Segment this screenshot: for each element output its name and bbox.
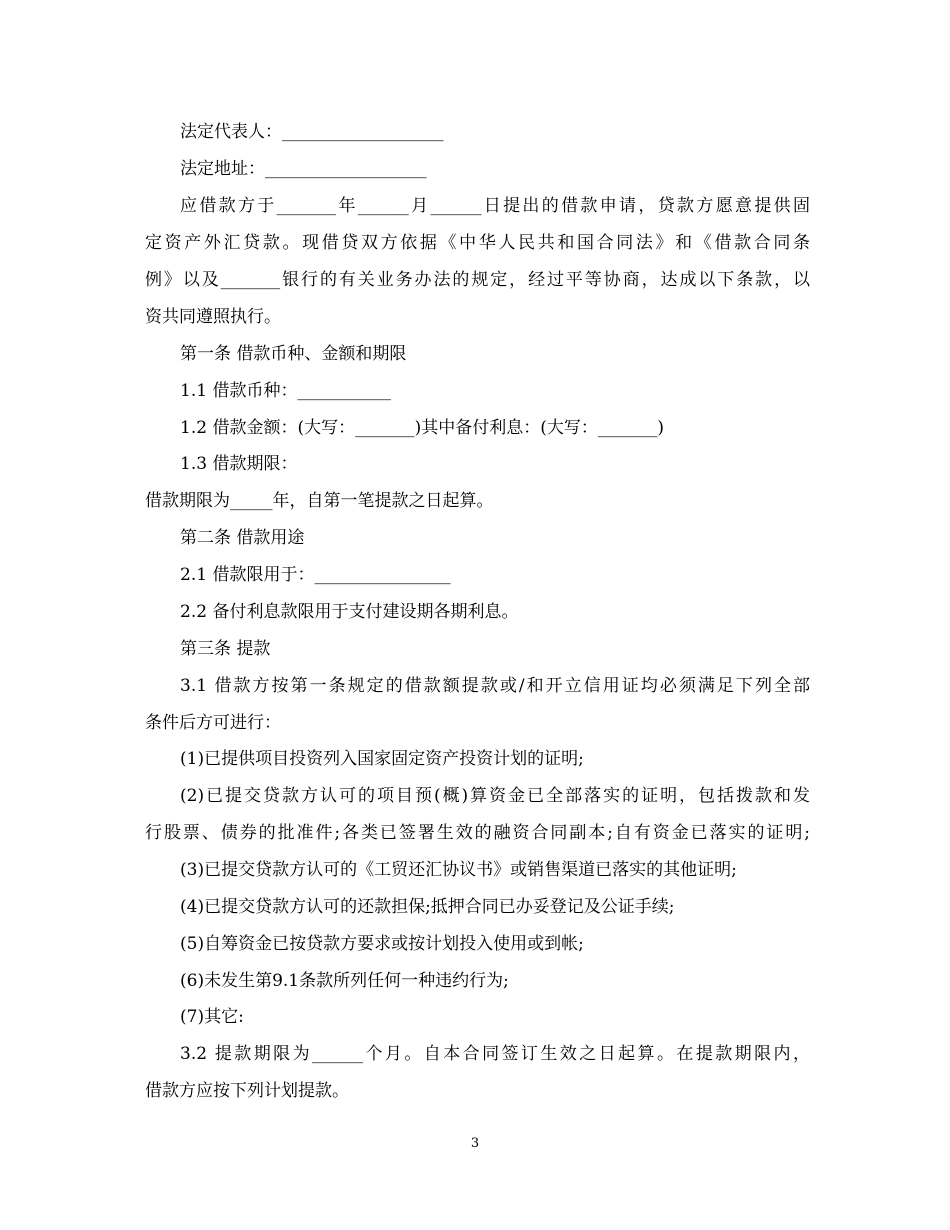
- clause-line: 1.2 借款金额：(大写：_______)其中备付利息：(大写：_______): [180, 418, 664, 438]
- legal-representative-line: 法定代表人：___________________: [180, 122, 444, 142]
- clause-line: 2.1 借款限用于：________________: [180, 565, 451, 585]
- article-heading: 第二条 借款用途: [180, 528, 305, 548]
- legal-address-line: 法定地址：___________________: [180, 159, 427, 179]
- list-item: (2)已提交贷款方认可的项目预(概)算资金已全部落实的证明，包括拨款和发: [180, 786, 811, 806]
- clause-line: 3.1 借款方按第一条规定的借款额提款或/和开立信用证均必须满足下列全部: [180, 676, 810, 696]
- list-item: (6)未发生第9.1条款所列任何一种违约行为;: [180, 971, 509, 991]
- paragraph-line: 资共同遵照执行。: [145, 307, 281, 327]
- article-heading: 第三条 提款: [180, 639, 271, 659]
- clause-line: 1.1 借款币种：___________: [180, 381, 391, 401]
- paragraph-line: 例》以及_______银行的有关业务办法的规定，经过平等协商，达成以下条款，以: [145, 270, 810, 290]
- clause-line: 1.3 借款期限：: [180, 454, 298, 474]
- list-item: (3)已提交贷款方认可的《工贸还汇协议书》或销售渠道已落实的其他证明;: [180, 860, 737, 880]
- clause-line: 条件后方可进行：: [145, 713, 281, 733]
- list-item: (1)已提供项目投资列入国家固定资产投资计划的证明;: [180, 749, 584, 769]
- paragraph-line: 应借款方于_______年______月______日提出的借款申请，贷款方愿意提供固: [180, 196, 810, 216]
- paragraph-line: 借款期限为_____年，自第一笔提款之日起算。: [145, 491, 494, 511]
- list-item: (7)其它:: [180, 1007, 244, 1027]
- clause-line: 借款方应按下列计划提款。: [145, 1081, 349, 1101]
- page-number: 3: [470, 1136, 480, 1151]
- article-heading: 第一条 借款币种、金额和期限: [180, 344, 407, 364]
- clause-line: 2.2 备付利息款限用于支付建设期各期利息。: [180, 602, 519, 622]
- list-item: 行股票、债券的批准件;各类已签署生效的融资合同副本;自有资金已落实的证明;: [145, 823, 810, 843]
- list-item: (4)已提交贷款方认可的还款担保;抵押合同已办妥登记及公证手续;: [180, 897, 675, 917]
- paragraph-line: 定资产外汇贷款。现借贷双方依据《中华人民共和国合同法》和《借款合同条: [145, 233, 810, 253]
- clause-line: 3.2 提款期限为______个月。自本合同签订生效之日起算。在提款期限内，: [180, 1044, 810, 1064]
- list-item: (5)自筹资金已按贷款方要求或按计划投入使用或到帐;: [180, 934, 584, 954]
